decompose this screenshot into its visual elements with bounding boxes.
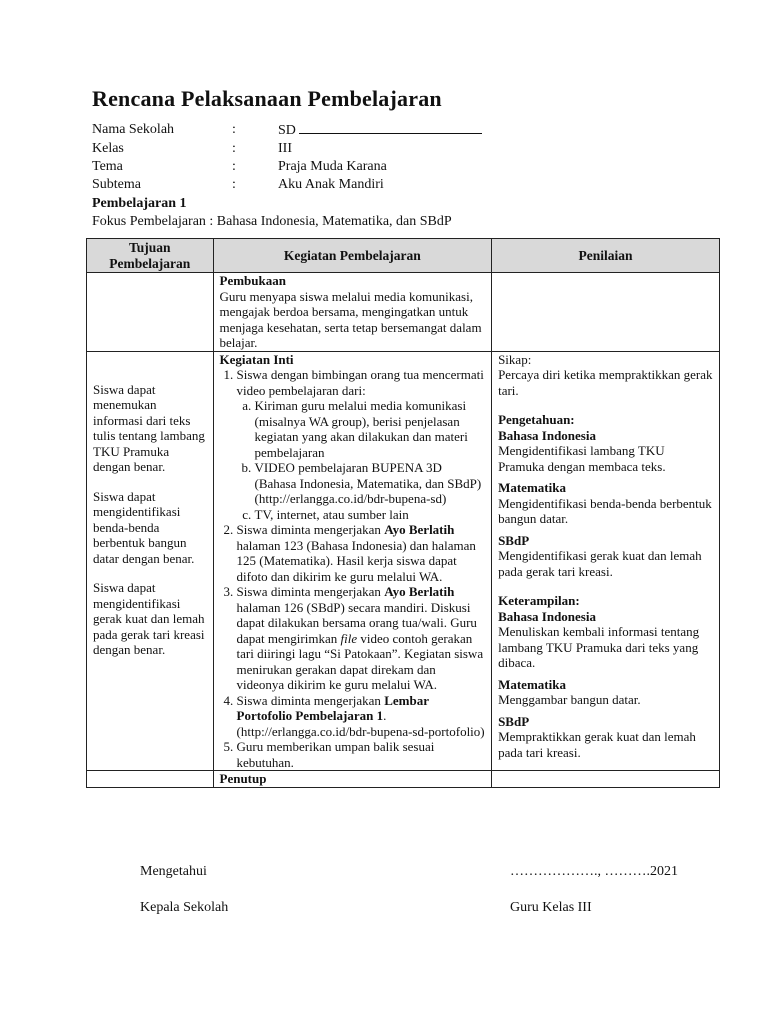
cell-penutup: Penutup — [213, 771, 492, 788]
assessment-text: Mengidentifikasi lambang TKU Pramuka dengan membaca teks. — [498, 443, 666, 474]
pembukaan-text: Guru menyapa siswa melalui media komunikasi, mengajak berdoa bersama, mengingatkan untuk menjaga kesehatan, serta tetap bersemangat dalam belajar. — [219, 288, 482, 350]
meta-row-subtheme — [92, 176, 482, 194]
spacer — [93, 352, 207, 382]
activity-list — [220, 367, 486, 770]
lesson-focus: Fokus Pembelajaran : Bahasa Indonesia, Matematika, dan SBdP — [92, 214, 452, 229]
subject-heading: Bahasa Indonesia — [498, 427, 596, 443]
meta-colon: : — [232, 122, 236, 137]
list-item: 5. Guru memberikan umpan balik sesuai kebutuhan. — [237, 739, 486, 770]
sikap-text: Percaya diri ketika mempraktikkan gerak tari. — [498, 367, 713, 398]
keterampilan-heading: Keterampilan: — [498, 593, 580, 608]
cell-penilaian — [492, 351, 720, 771]
header-kegiatan: Kegiatan Pembelajaran — [213, 239, 492, 273]
assessment-text: Mengidentifikasi benda-benda berbentuk bangun datar. — [498, 495, 712, 526]
tujuan-item: Siswa dapat mengidentifikasi gerak kuat dan lemah pada gerak tari kreasi dengan benar. — [93, 580, 205, 657]
cell-pembukaan — [213, 273, 492, 352]
table-header-row — [87, 239, 720, 273]
activity-text: Siswa diminta mengerjakan — [236, 692, 385, 708]
pengetahuan-heading: Pengetahuan: — [498, 412, 575, 427]
sub-list — [237, 398, 486, 522]
spacer — [93, 566, 207, 580]
footer-mengetahui: Mengetahui — [140, 864, 207, 879]
cell-empty — [492, 273, 720, 352]
list-item — [237, 367, 486, 522]
activity-text: . (http://erlangga.co.id/bdr-bupena-sd-portofolio) — [236, 708, 485, 739]
spacer — [498, 579, 713, 593]
activity-text: halaman 123 (Bahasa Indonesia) dan halaman 125 (Matematika). Hasil kerja siswa dapat difoto dan dikirim ke guru melalui WA. — [236, 537, 476, 584]
table-row-inti — [87, 351, 720, 771]
lesson-plan-table — [86, 238, 720, 788]
meta-value: SD — [278, 123, 296, 138]
header-penilaian: Penilaian — [492, 239, 720, 273]
lesson-heading: Pembelajaran 1 — [92, 196, 187, 211]
meta-label: Tema — [92, 159, 123, 174]
footer-date: ………………., ……….2021 — [510, 864, 678, 879]
list-item — [237, 584, 486, 693]
meta-label: Kelas — [92, 141, 124, 156]
cell-empty — [492, 771, 720, 788]
spacer — [498, 398, 713, 412]
meta-row-school — [92, 121, 482, 140]
meta-value: Praja Muda Karana — [278, 159, 387, 174]
activity-emphasis: Lembar Portofolio Pembelajaran 1 — [236, 692, 429, 723]
table-row-pembukaan — [87, 273, 720, 352]
page-title: Rencana Pelaksanaan Pembelajaran — [92, 86, 442, 111]
inti-heading: Kegiatan Inti — [219, 351, 294, 367]
tujuan-item: Siswa dapat mengidentifikasi benda-benda berbentuk bangun datar dengan benar. — [93, 488, 195, 566]
subject-heading: SBdP — [498, 713, 530, 729]
meta-row-theme — [92, 158, 482, 176]
meta-value: Aku Anak Mandiri — [278, 177, 384, 192]
list-item: c. TV, internet, atau sumber lain — [255, 507, 486, 523]
meta-value: III — [278, 141, 292, 156]
subject-heading: Matematika — [498, 676, 566, 692]
meta-label: Subtema — [92, 177, 141, 192]
cell-empty — [87, 771, 214, 788]
assessment-text: Mempraktikkan gerak kuat dan lemah pada tari kreasi. — [498, 729, 696, 760]
meta-value-school — [278, 121, 482, 140]
cell-tujuan — [87, 351, 214, 771]
cell-kegiatan-inti — [213, 351, 492, 771]
activity-text: Siswa diminta mengerjakan — [236, 584, 385, 599]
activity-text: halaman 126 (SBdP) secara mandiri. Diskusi dapat dilakukan bersama orang tua/wali. Guru dapat mengirimkan — [236, 599, 477, 646]
list-item: a. Kiriman guru melalui media komunikasi (misalnya WA group), berisi penjelasan kegiatan yang akan dilakukan dan materi pembelajaran — [255, 398, 486, 460]
footer-guru-kelas: Guru Kelas III — [510, 900, 592, 915]
table-row-penutup — [87, 771, 720, 788]
pembukaan-heading: Pembukaan — [219, 273, 286, 288]
assessment-text: Menuliskan kembali informasi tentang lambang TKU Pramuka dari teks yang dibaca. — [498, 624, 700, 670]
tujuan-item: Siswa dapat menemukan informasi dari teks tulis tentang lambang TKU Pramuka dengan benar. — [93, 381, 205, 474]
sikap-heading: Sikap: — [498, 351, 532, 367]
assessment-text: Menggambar bangun datar. — [498, 692, 641, 707]
list-item: b. VIDEO pembelajaran BUPENA 3D (Bahasa Indonesia, Matematika, dan SBdP) (http://erlangga.co.id/bdr-bupena-sd) — [255, 460, 486, 507]
activity-italic: file — [340, 630, 358, 646]
activity-emphasis: Ayo Berlatih — [384, 584, 455, 599]
blank-line — [299, 121, 482, 134]
header-tujuan: Tujuan Pembelajaran — [87, 239, 214, 273]
identity-block — [92, 121, 482, 194]
activity-text: Siswa dengan bimbingan orang tua mencermati video pembelajaran dari: — [236, 367, 484, 398]
list-item — [237, 693, 486, 740]
meta-label: Nama Sekolah — [92, 122, 175, 137]
lesson-heading-block — [92, 195, 452, 231]
spacer — [93, 475, 207, 489]
list-item — [237, 522, 486, 584]
assessment-text: Mengidentifikasi gerak kuat dan lemah pada gerak tari kreasi. — [498, 548, 702, 579]
subject-heading: Bahasa Indonesia — [498, 608, 596, 624]
activity-emphasis: Ayo Berlatih — [384, 522, 455, 537]
cell-empty — [87, 273, 214, 352]
activity-text: Siswa diminta mengerjakan — [236, 522, 385, 537]
meta-colon: : — [232, 141, 236, 156]
meta-row-class — [92, 140, 482, 158]
subject-heading: Matematika — [498, 480, 566, 495]
meta-colon: : — [232, 159, 236, 174]
activity-text: video contoh gerakan tari diiringi lagu “Si Patokaan”. Kegiatan siswa menirukan gerakan dapat direkam dan videonya dikirim ke guru melalui WA. — [236, 630, 484, 692]
subject-heading: SBdP — [498, 532, 530, 548]
footer-kepala-sekolah: Kepala Sekolah — [140, 900, 229, 915]
meta-colon: : — [232, 177, 236, 192]
